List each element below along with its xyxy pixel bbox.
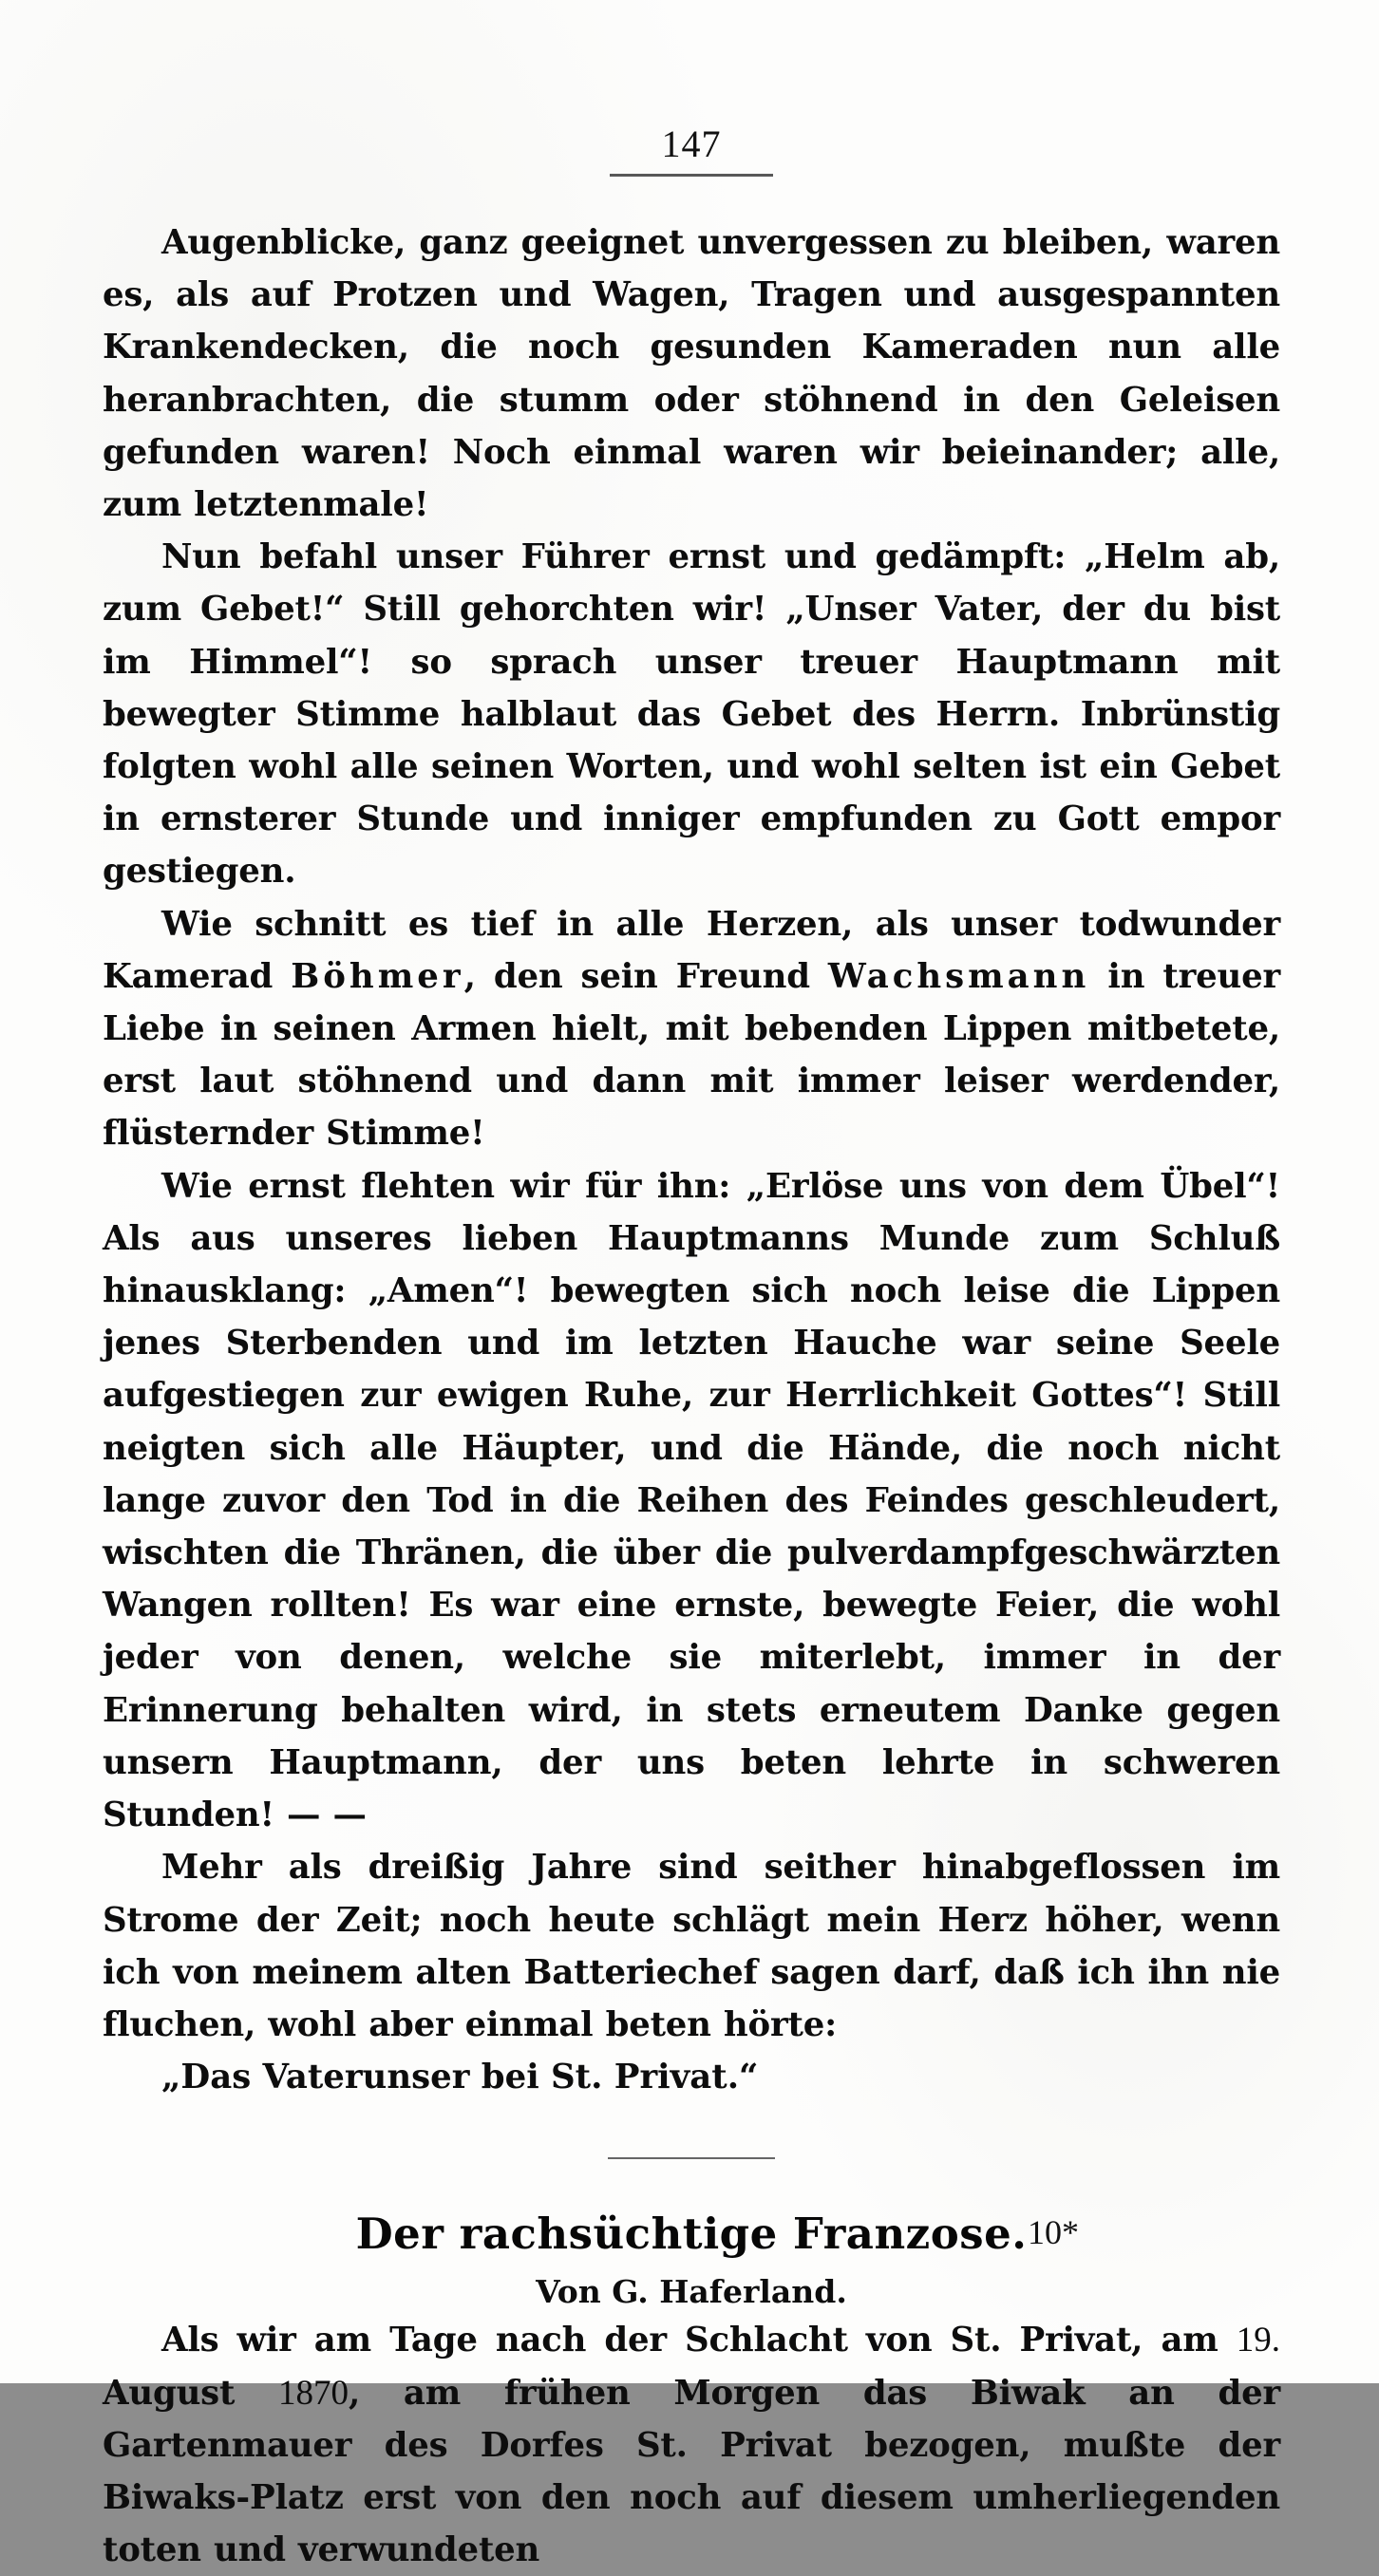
chapter-opening-paragraph xyxy=(103,2314,1280,2576)
chapter-byline: Von G. Haferland. xyxy=(536,2273,847,2311)
paragraph: Wie ernst flehten wir für ihn: „Erlöse uns von dem Übel“! Als aus unseres lieben Hauptmanns Munde zum Schluß hinausklang: „Amen“! bewegten sich noch leise die Lippen jenes Sterbenden und im letzten Hauche war seine Seele aufgestiegen zur ewigen Ruhe, zur Herrlichkeit Gottes“! Still neigten sich alle Häupter, und die Hände, die noch nicht lange zuvor den Tod in die Reihen des Feindes geschleudert, wischten die Thränen, die über die pulverdampfgeschwärzten Wangen rollten! Es war eine ernste, bewegte Feier, die wohl jeder von denen, welche sie miterlebt, immer in der Erinnerung behalten wird, in stets erneutem Danke gegen unsern Hauptmann, der uns beten lehrte in schweren Stunden! — — xyxy=(103,1166,1280,1835)
opening-text-after-date: August 1870, am frühen Morgen das Biwak an der Gartenmauer des Dorfes St. Privat bezogen, mußte der Biwaks-Platz erst von den noch auf diesem umherliegenden toten und verwundeten xyxy=(103,2373,1280,2570)
page-number: 147 xyxy=(661,122,722,165)
paragraph: Mehr als dreißig Jahre sind seither hinabgeflossen im Strome der Zeit; noch heute schlägt mein Herz höher, wenn ich von meinem alten Batteriechef sagen darf, daß ich ihn nie fluchen, wohl aber einmal beten hörte: xyxy=(103,1848,1280,2044)
section-divider xyxy=(608,2157,775,2159)
chapter-title: Der rachsüchtige Franzose. xyxy=(355,2209,1028,2260)
signature-mark: 10* xyxy=(1028,2213,1079,2251)
paragraph: Nun befahl unser Führer ernst und gedämpft: „Helm ab, zum Gebet!“ Still gehorchten wir! „Unser Vater, der du bist im Himmel“! so sprach unser treuer Hauptmann mit bewegter Stimme halblaut das Gebet des Herrn. Inbrünstig folgten wohl alle seinen Worten, und wohl selten ist ein Gebet in ernsterer Stunde und inniger empfunden zu Gott empor gestiegen. xyxy=(103,537,1280,892)
folio-rule xyxy=(610,174,773,177)
paragraph: Augenblicke, ganz geeignet unvergessen zu bleiben, waren es, als auf Protzen und Wagen, Tragen und ausgespannten Krankendecken, die noch gesunden Kameraden nun alle heranbrachten, die stumm oder stöhnend in den Geleisen gefunden waren! Noch einmal waren wir beieinander; alle, zum letztenmale! xyxy=(103,223,1280,525)
opening-text-before-date: Als wir am Tage nach der Schlacht von St. Privat, am xyxy=(161,2321,1237,2360)
emphasized-name: Wachsmann xyxy=(827,956,1090,996)
folio-area xyxy=(103,122,1280,177)
opening-date-numeral: 19. xyxy=(1236,2321,1280,2360)
opening-year-numeral: 1870 xyxy=(277,2373,349,2413)
section-divider-wrap xyxy=(103,2145,1280,2164)
emphasized-name: Böhmer xyxy=(291,956,464,996)
paragraph: Wie schnitt es tief in alle Herzen, als unser todwunder Kamerad Böhmer, den sein Freund Wachsmann in treuer Liebe in seinen Armen hielt, mit bebenden Lippen mitbetete, erst laut stöhnend und dann mit immer leiser werdender, flüsternder Stimme! xyxy=(103,904,1280,1154)
quoted-title-line: „Das Vaterunser bei St. Privat.“ xyxy=(161,2058,759,2097)
